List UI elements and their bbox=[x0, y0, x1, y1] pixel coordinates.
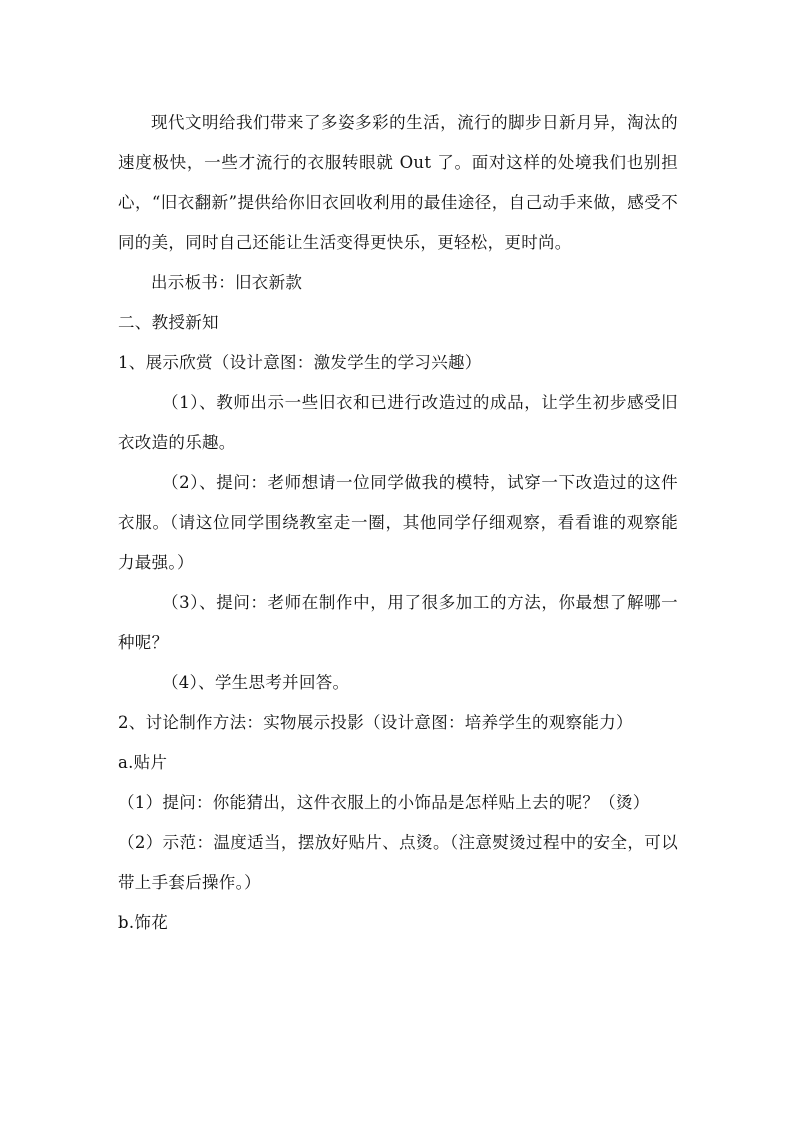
document-body bbox=[118, 103, 678, 943]
item-heading: 1、展示欣赏（设计意图：激发学生的学习兴趣） bbox=[118, 353, 482, 372]
intro-paragraph: 现代文明给我们带来了多姿多彩的生活，流行的脚步日新月异，淘汰的速度极快，一些才流行的衣服转眼就 Out 了。面对这样的处境我们也别担心，“旧衣翻新”提供给你旧衣回收利用的最佳途径，自己动手来做，感受不同的美，同时自己还能让生活变得更快乐，更轻松，更时尚。 bbox=[118, 113, 678, 252]
subheading: b.饰花 bbox=[118, 913, 169, 932]
list-item: （1）提问：你能猜出，这件衣服上的小饰品是怎样贴上去的呢？（烫） bbox=[118, 793, 650, 812]
board-title-paragraph: 出示板书：旧衣新款 bbox=[151, 273, 303, 292]
item-heading: 2、讨论制作方法：实物展示投影（设计意图：培养学生的观察能力） bbox=[118, 713, 633, 732]
list-item: （3）、提问：老师在制作中，用了很多加工的方法，你最想了解哪一种呢？ bbox=[118, 593, 678, 652]
list-item: （4）、学生思考并回答。 bbox=[162, 673, 350, 692]
list-item: （2）、提问：老师想请一位同学做我的模特，试穿一下改造过的这件衣服。（请这位同学围绕教室走一圈，其他同学仔细观察，看看谁的观察能力最强。） bbox=[118, 473, 678, 572]
list-item: （2）示范：温度适当，摆放好贴片、点烫。（注意熨烫过程中的安全，可以带上手套后操作。） bbox=[118, 833, 678, 892]
list-item: （1）、教师出示一些旧衣和已进行改造过的成品，让学生初步感受旧衣改造的乐趣。 bbox=[118, 393, 678, 452]
subheading: a.贴片 bbox=[118, 753, 168, 772]
section-heading: 二、教授新知 bbox=[118, 313, 219, 332]
